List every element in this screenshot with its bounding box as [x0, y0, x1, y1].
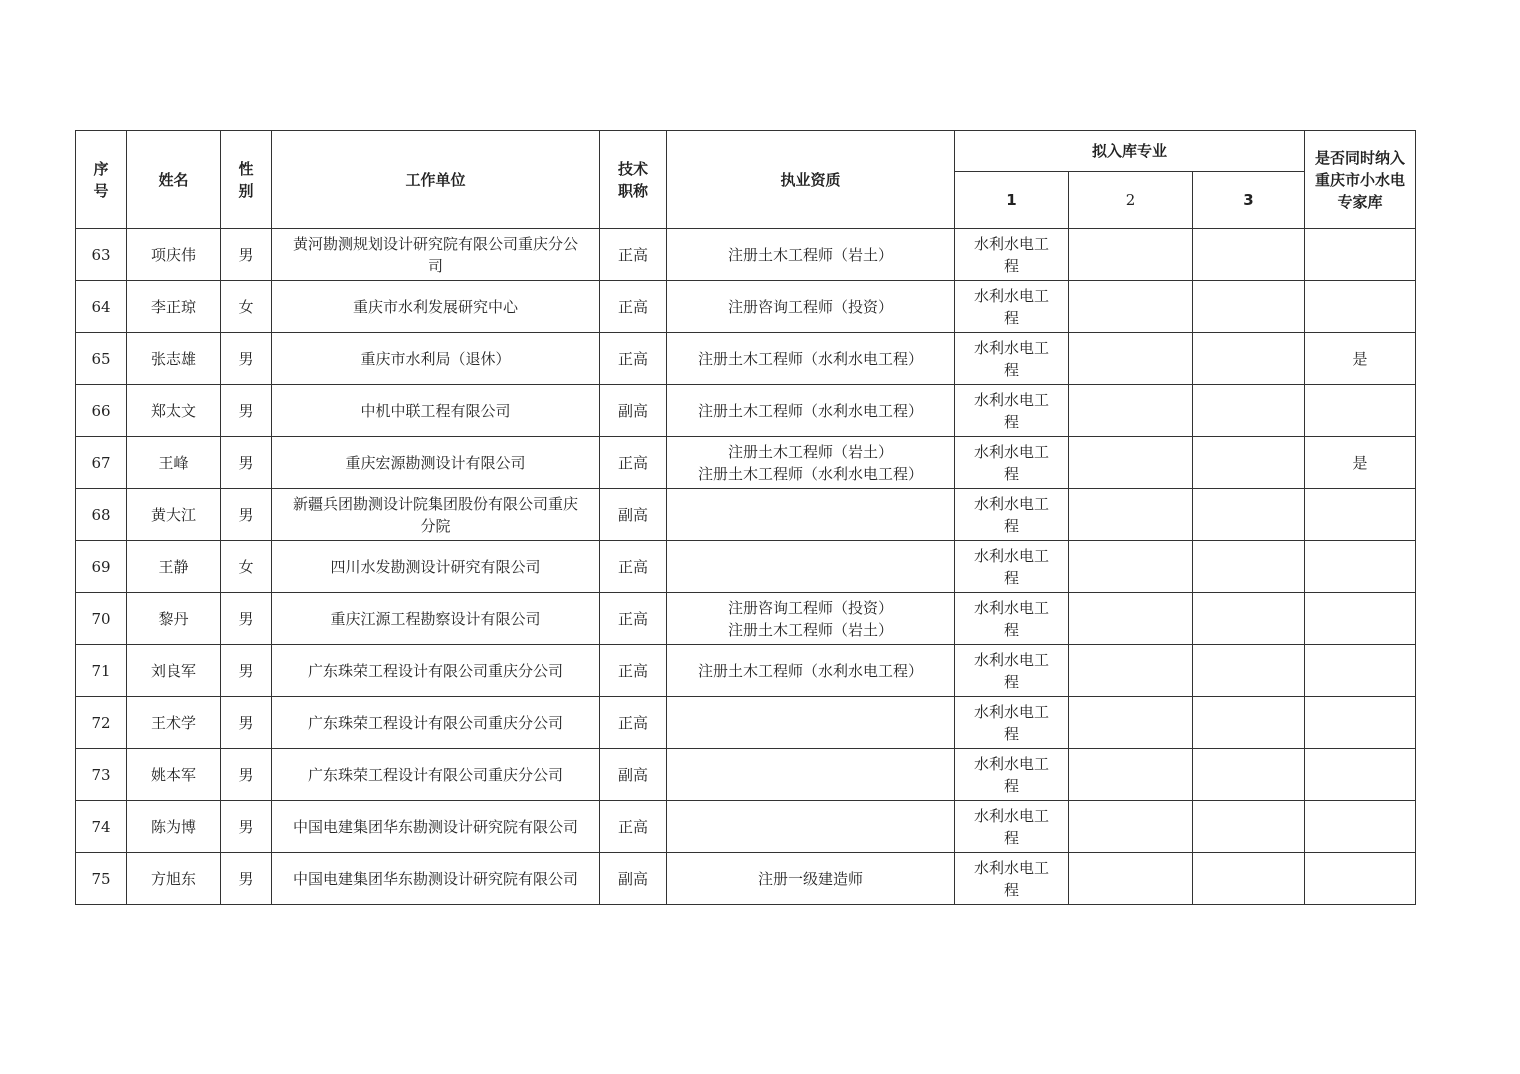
qualification-line: 注册土木工程师（水利水电工程）	[697, 401, 923, 420]
cell-gender: 男	[221, 229, 272, 281]
qualification-line: 注册咨询工程师（投资）	[727, 297, 893, 316]
cell-major-3	[1193, 853, 1305, 905]
cell-also-small-hydro: 是	[1305, 333, 1416, 385]
cell-major-2	[1069, 645, 1193, 697]
cell-name: 张志雄	[127, 333, 221, 385]
cell-title: 正高	[600, 437, 667, 489]
cell-name: 黎丹	[127, 593, 221, 645]
qualification-line: 注册土木工程师（岩土）	[727, 620, 893, 639]
cell-major-1: 水利水电工程	[955, 385, 1069, 437]
cell-qualification	[667, 853, 955, 905]
cell-seq: 69	[76, 541, 127, 593]
table-row	[76, 437, 1416, 489]
cell-name: 项庆伟	[127, 229, 221, 281]
cell-unit: 中机中联工程有限公司	[272, 385, 600, 437]
table-row	[76, 333, 1416, 385]
cell-unit: 中国电建集团华东勘测设计研究院有限公司	[272, 853, 600, 905]
cell-title: 副高	[600, 749, 667, 801]
cell-seq: 74	[76, 801, 127, 853]
cell-major-1: 水利水电工程	[955, 281, 1069, 333]
cell-seq: 66	[76, 385, 127, 437]
cell-title: 正高	[600, 645, 667, 697]
cell-seq: 71	[76, 645, 127, 697]
cell-major-3	[1193, 697, 1305, 749]
table-row	[76, 645, 1416, 697]
cell-unit: 四川水发勘测设计研究有限公司	[272, 541, 600, 593]
header-also-small-hydro: 是否同时纳入重庆市小水电专家库	[1305, 131, 1416, 229]
cell-name: 黄大江	[127, 489, 221, 541]
cell-title: 正高	[600, 229, 667, 281]
cell-major-3	[1193, 333, 1305, 385]
cell-gender: 男	[221, 853, 272, 905]
cell-also-small-hydro	[1305, 645, 1416, 697]
header-unit: 工作单位	[272, 131, 600, 229]
cell-also-small-hydro	[1305, 697, 1416, 749]
cell-qualification	[667, 645, 955, 697]
cell-title: 正高	[600, 333, 667, 385]
qualification-line: 注册一级建造师	[757, 869, 863, 888]
cell-qualification	[667, 489, 955, 541]
cell-also-small-hydro	[1305, 853, 1416, 905]
header-seq: 序号	[76, 131, 127, 229]
cell-qualification	[667, 385, 955, 437]
cell-also-small-hydro	[1305, 385, 1416, 437]
cell-title: 正高	[600, 801, 667, 853]
cell-major-3	[1193, 593, 1305, 645]
cell-also-small-hydro	[1305, 749, 1416, 801]
cell-seq: 67	[76, 437, 127, 489]
cell-name: 陈为博	[127, 801, 221, 853]
qualification-line: 注册土木工程师（岩土）	[727, 245, 893, 264]
cell-seq: 68	[76, 489, 127, 541]
cell-title: 正高	[600, 697, 667, 749]
table-row	[76, 593, 1416, 645]
cell-seq: 75	[76, 853, 127, 905]
cell-name: 方旭东	[127, 853, 221, 905]
table-row	[76, 541, 1416, 593]
cell-seq: 72	[76, 697, 127, 749]
cell-qualification	[667, 593, 955, 645]
cell-qualification	[667, 541, 955, 593]
cell-name: 刘良军	[127, 645, 221, 697]
cell-gender: 女	[221, 541, 272, 593]
cell-unit: 广东珠荣工程设计有限公司重庆分公司	[272, 645, 600, 697]
cell-gender: 男	[221, 749, 272, 801]
table-row	[76, 281, 1416, 333]
qualification-line: 注册咨询工程师（投资）	[727, 598, 893, 617]
cell-major-2	[1069, 749, 1193, 801]
cell-major-3	[1193, 489, 1305, 541]
table-row	[76, 853, 1416, 905]
header-qualification: 执业资质	[667, 131, 955, 229]
table-row	[76, 801, 1416, 853]
qualification-line: 注册土木工程师（岩土）	[727, 442, 893, 461]
cell-name: 李正琼	[127, 281, 221, 333]
table-row	[76, 229, 1416, 281]
cell-unit: 黄河勘测规划设计研究院有限公司重庆分公司	[272, 229, 600, 281]
expert-table	[75, 130, 1416, 905]
table-header	[76, 131, 1416, 229]
cell-major-3	[1193, 385, 1305, 437]
cell-gender: 男	[221, 437, 272, 489]
cell-also-small-hydro	[1305, 229, 1416, 281]
cell-major-3	[1193, 749, 1305, 801]
cell-title: 正高	[600, 281, 667, 333]
cell-also-small-hydro	[1305, 281, 1416, 333]
header-name: 姓名	[127, 131, 221, 229]
cell-gender: 女	[221, 281, 272, 333]
cell-qualification	[667, 749, 955, 801]
cell-major-1: 水利水电工程	[955, 749, 1069, 801]
cell-name: 郑太文	[127, 385, 221, 437]
cell-major-1: 水利水电工程	[955, 853, 1069, 905]
cell-seq: 65	[76, 333, 127, 385]
cell-also-small-hydro	[1305, 489, 1416, 541]
header-major-1: 1	[955, 172, 1069, 229]
cell-major-1: 水利水电工程	[955, 489, 1069, 541]
cell-qualification	[667, 229, 955, 281]
cell-qualification	[667, 281, 955, 333]
cell-major-2	[1069, 853, 1193, 905]
cell-major-2	[1069, 489, 1193, 541]
cell-major-2	[1069, 541, 1193, 593]
header-major-3: 3	[1193, 172, 1305, 229]
cell-name: 姚本军	[127, 749, 221, 801]
cell-seq: 70	[76, 593, 127, 645]
cell-major-1: 水利水电工程	[955, 437, 1069, 489]
cell-name: 王峰	[127, 437, 221, 489]
cell-gender: 男	[221, 801, 272, 853]
cell-major-3	[1193, 645, 1305, 697]
cell-major-2	[1069, 801, 1193, 853]
cell-gender: 男	[221, 385, 272, 437]
cell-unit: 广东珠荣工程设计有限公司重庆分公司	[272, 697, 600, 749]
cell-major-1: 水利水电工程	[955, 541, 1069, 593]
cell-unit: 重庆宏源勘测设计有限公司	[272, 437, 600, 489]
cell-major-2	[1069, 697, 1193, 749]
cell-gender: 男	[221, 489, 272, 541]
cell-title: 正高	[600, 593, 667, 645]
header-gender: 性别	[221, 131, 272, 229]
qualification-line: 注册土木工程师（水利水电工程）	[697, 661, 923, 680]
cell-major-3	[1193, 541, 1305, 593]
cell-major-1: 水利水电工程	[955, 645, 1069, 697]
cell-seq: 63	[76, 229, 127, 281]
cell-major-3	[1193, 229, 1305, 281]
cell-unit: 广东珠荣工程设计有限公司重庆分公司	[272, 749, 600, 801]
cell-seq: 73	[76, 749, 127, 801]
expert-list-sheet	[75, 130, 1415, 905]
cell-name: 王术学	[127, 697, 221, 749]
cell-unit: 重庆市水利发展研究中心	[272, 281, 600, 333]
cell-major-3	[1193, 801, 1305, 853]
cell-also-small-hydro	[1305, 801, 1416, 853]
cell-major-1: 水利水电工程	[955, 697, 1069, 749]
cell-title: 副高	[600, 385, 667, 437]
cell-qualification	[667, 697, 955, 749]
cell-major-1: 水利水电工程	[955, 229, 1069, 281]
cell-name: 王静	[127, 541, 221, 593]
cell-qualification	[667, 437, 955, 489]
cell-gender: 男	[221, 645, 272, 697]
cell-major-2	[1069, 333, 1193, 385]
table-row	[76, 749, 1416, 801]
cell-major-3	[1193, 437, 1305, 489]
table-row	[76, 489, 1416, 541]
cell-also-small-hydro	[1305, 593, 1416, 645]
table-row	[76, 697, 1416, 749]
cell-major-3	[1193, 281, 1305, 333]
cell-unit: 新疆兵团勘测设计院集团股份有限公司重庆分院	[272, 489, 600, 541]
cell-qualification	[667, 801, 955, 853]
qualification-line: 注册土木工程师（水利水电工程）	[697, 464, 923, 483]
table-row	[76, 385, 1416, 437]
cell-gender: 男	[221, 697, 272, 749]
cell-title: 副高	[600, 489, 667, 541]
cell-also-small-hydro: 是	[1305, 437, 1416, 489]
header-title: 技术职称	[600, 131, 667, 229]
cell-major-2	[1069, 281, 1193, 333]
cell-unit: 重庆市水利局（退休）	[272, 333, 600, 385]
cell-gender: 男	[221, 333, 272, 385]
cell-major-2	[1069, 437, 1193, 489]
header-major-2: 2	[1069, 172, 1193, 229]
cell-title: 正高	[600, 541, 667, 593]
cell-unit: 重庆江源工程勘察设计有限公司	[272, 593, 600, 645]
header-major-group: 拟入库专业	[955, 131, 1305, 172]
cell-major-1: 水利水电工程	[955, 801, 1069, 853]
cell-seq: 64	[76, 281, 127, 333]
cell-gender: 男	[221, 593, 272, 645]
cell-major-2	[1069, 385, 1193, 437]
cell-major-2	[1069, 593, 1193, 645]
table-body	[76, 229, 1416, 905]
cell-also-small-hydro	[1305, 541, 1416, 593]
cell-major-1: 水利水电工程	[955, 593, 1069, 645]
cell-major-1: 水利水电工程	[955, 333, 1069, 385]
cell-unit: 中国电建集团华东勘测设计研究院有限公司	[272, 801, 600, 853]
cell-title: 副高	[600, 853, 667, 905]
qualification-line: 注册土木工程师（水利水电工程）	[697, 349, 923, 368]
cell-qualification	[667, 333, 955, 385]
cell-major-2	[1069, 229, 1193, 281]
